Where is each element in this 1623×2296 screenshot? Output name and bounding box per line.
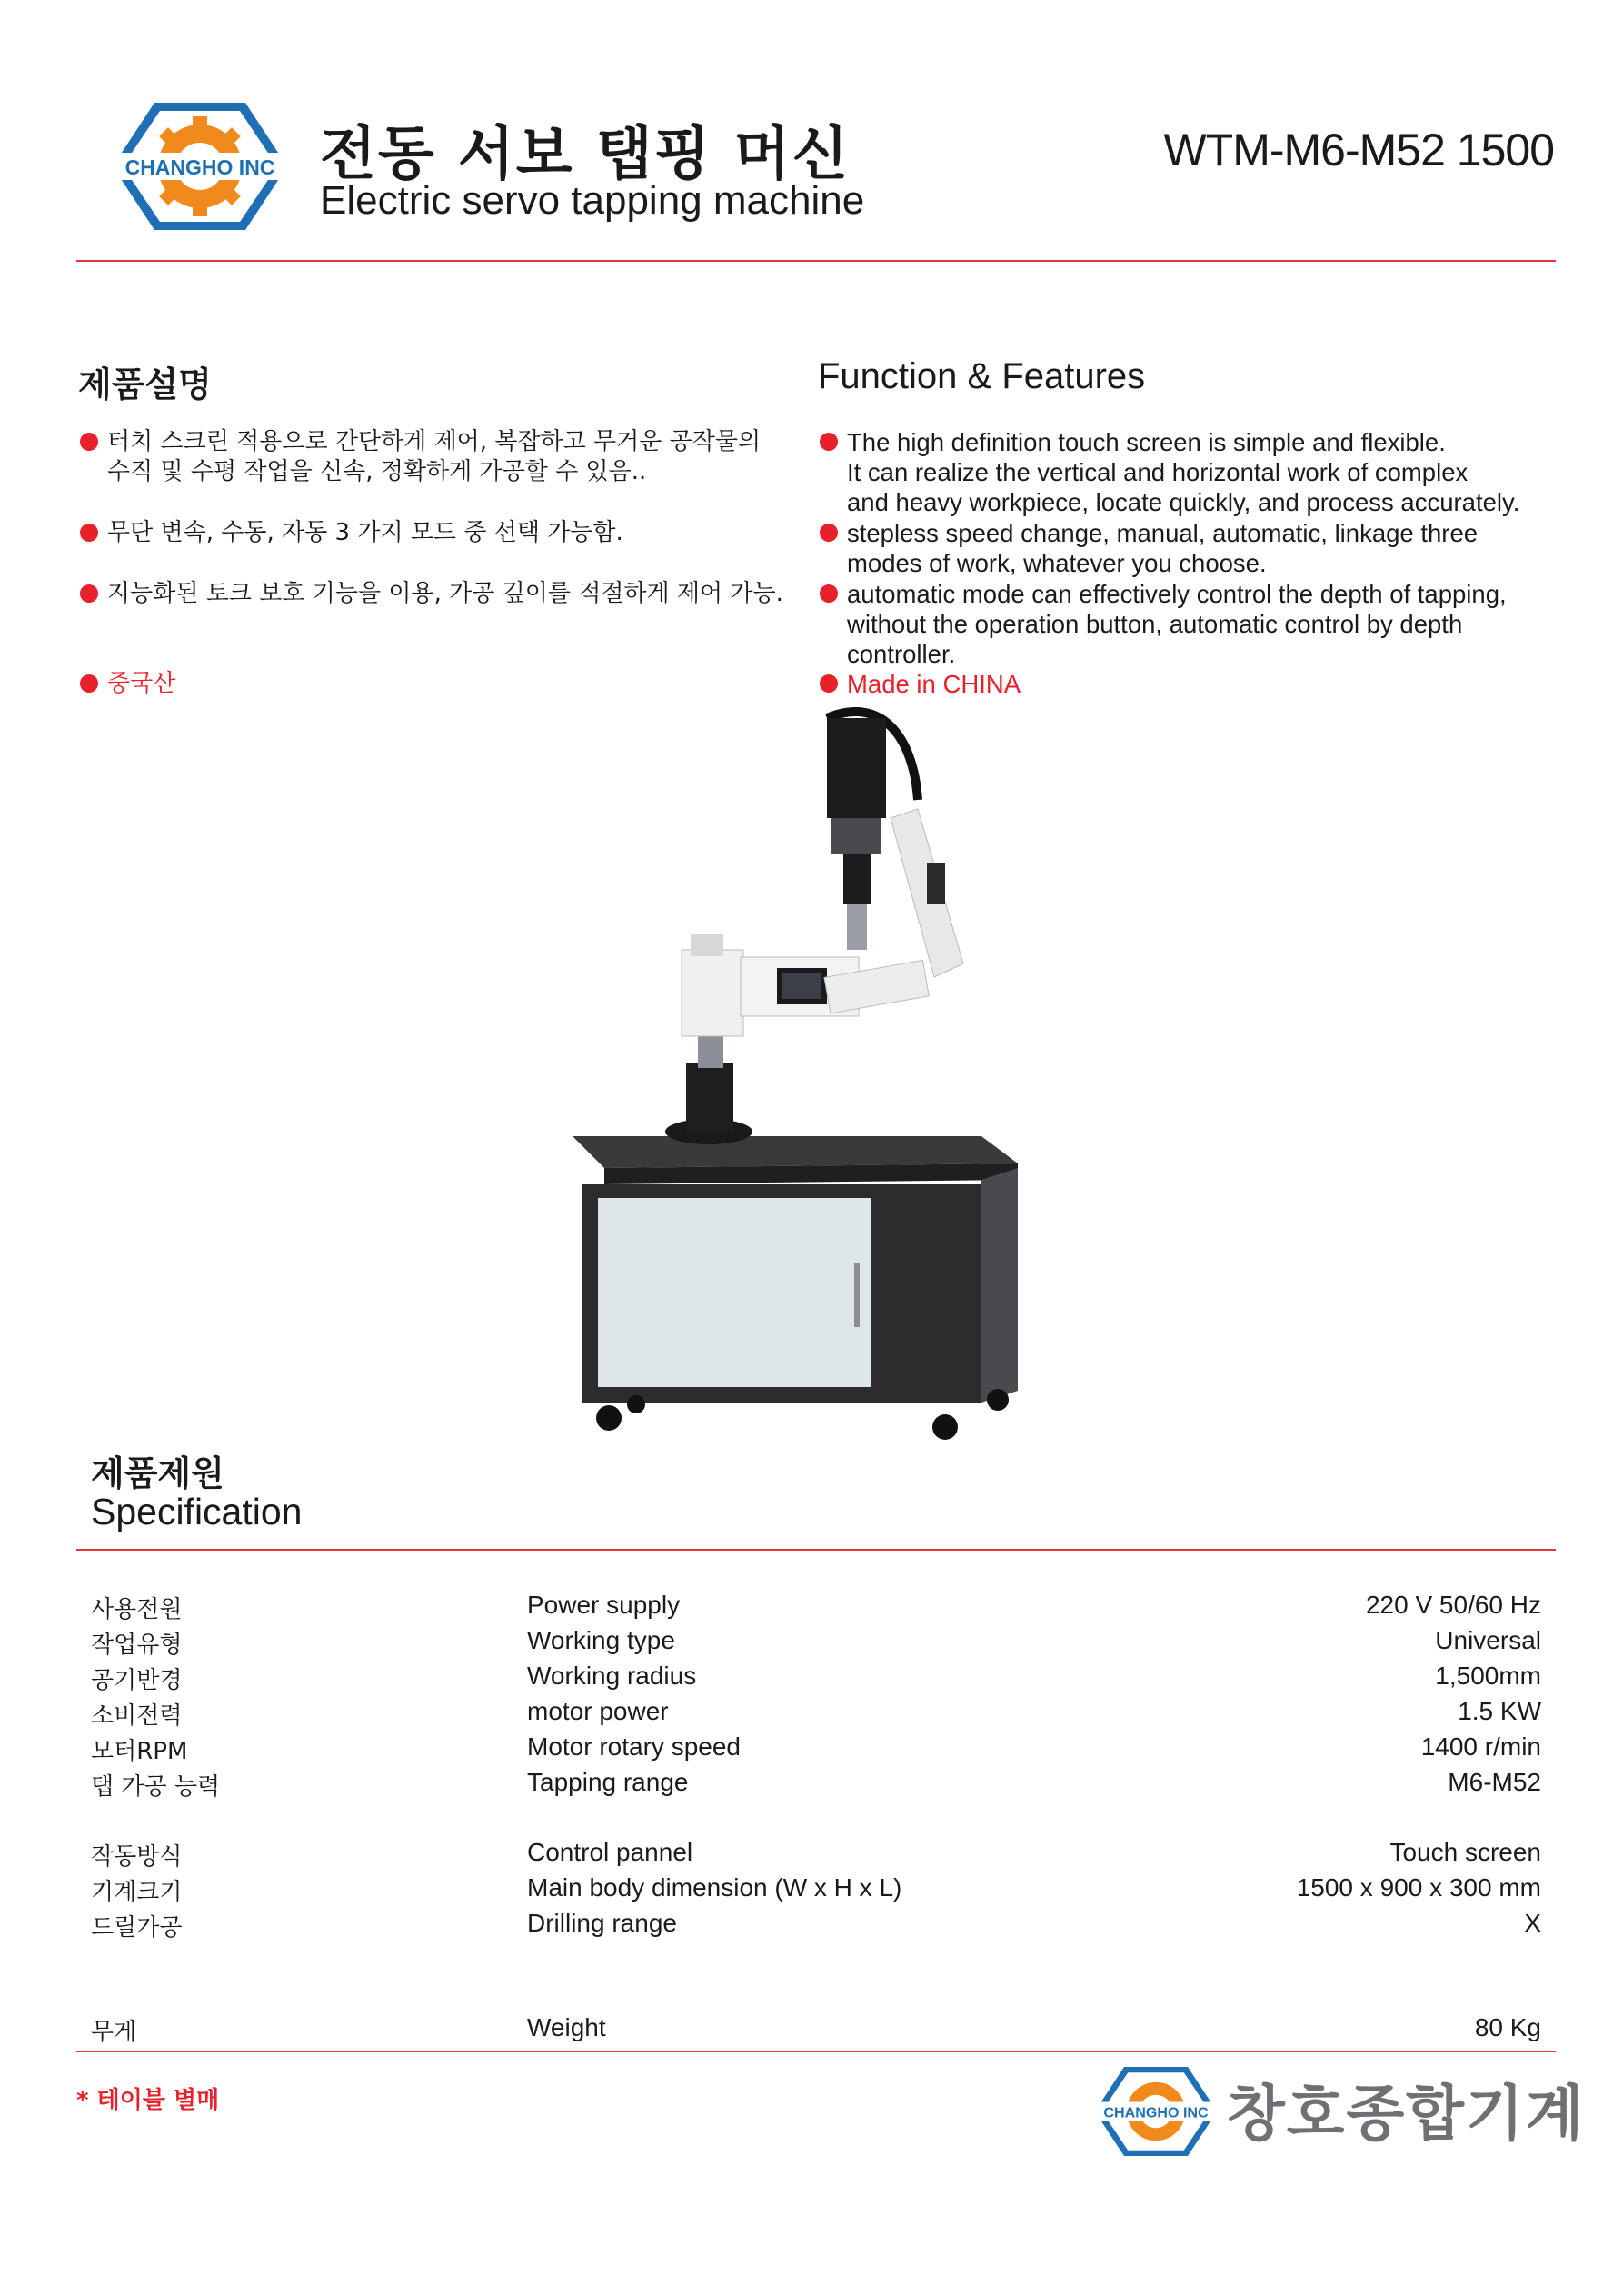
spec-row: 무게 Weight 80 Kg — [91, 2013, 1541, 2046]
spec-row: 기계크기 Main body dimension (W x H x L) 1500 x 900 x 300 mm — [91, 1873, 1541, 1906]
spec-row: 작동방식 Control pannel Touch screen — [91, 1838, 1541, 1871]
spec-row: 사용전원 Power supply 220 V 50/60 Hz — [91, 1591, 1541, 1623]
header-divider — [76, 260, 1556, 262]
spec-heading-ko: 제품제원 — [91, 1453, 224, 1493]
desc-en-item-1: The high definition touch screen is simple and flexible. It can realize the vertical and horizontal work of complex and heavy workpiece, locate quickly, and process accurately. — [820, 427, 1601, 517]
footer-changho-logo — [1092, 2061, 1220, 2161]
desc-en-item-2: stepless speed change, manual, automatic, linkage three modes of work, whatever you choose. — [820, 518, 1601, 578]
desc-ko-item-1: 터치 스크린 적용으로 간단하게 제어, 복잡하고 무거운 공작물의 수직 및 수평 작업을 신속, 정확하게 가공할 수 있음.. — [80, 427, 807, 487]
bullet-dot — [80, 524, 98, 542]
desc-ko-item-3: 지능화된 토크 보호 기능을 이용, 가공 깊이를 적절하게 제어 가능. — [80, 579, 825, 609]
bullet-dot — [820, 584, 838, 603]
desc-en-item-3: automatic mode can effectively control the depth of tapping, without the operation button, automatic control by depth controller. — [820, 579, 1601, 669]
bullet-dot — [820, 524, 838, 542]
title-english: Electric servo tapping machine — [320, 178, 865, 223]
spec-row: 모터RPM Motor rotary speed 1400 r/min — [91, 1732, 1541, 1765]
bullet-dot — [820, 674, 838, 693]
desc-heading-en: Function & Features — [818, 356, 1146, 396]
company-name: 창호종합기계 — [1227, 2079, 1586, 2149]
origin-ko: 중국산 — [80, 669, 443, 699]
model-number: WTM-M6-M52 1500 — [1163, 125, 1554, 175]
tapping-machine-image — [554, 700, 1027, 1482]
changho-logo — [109, 98, 291, 235]
desc-ko-item-2: 무단 변속, 수동, 자동 3 가지 모드 중 선택 가능함. — [80, 518, 807, 548]
spec-row: 탭 가공 능력 Tapping range M6-M52 — [91, 1768, 1541, 1801]
table-sold-separately-note: * 테이블 별매 — [76, 2087, 220, 2114]
spec-row: 작업유형 Working type Universal — [91, 1626, 1541, 1659]
spec-row: 소비전력 motor power 1.5 KW — [91, 1697, 1541, 1730]
spec-divider-bottom — [76, 2051, 1556, 2052]
desc-heading-ko: 제품설명 — [78, 364, 212, 404]
spec-divider-top — [76, 1549, 1556, 1551]
bullet-dot — [80, 584, 98, 603]
footer-logo-text: CHANGHO INC — [1103, 2104, 1209, 2121]
spec-row: 공기반경 Working radius 1,500mm — [91, 1662, 1541, 1694]
bullet-dot — [80, 674, 98, 693]
origin-en: Made in CHINA — [820, 669, 1183, 699]
logo-text: CHANGHO INC — [124, 155, 275, 179]
spec-heading-en: Specification — [91, 1491, 303, 1532]
bullet-dot — [820, 433, 838, 451]
bullet-dot — [80, 433, 98, 451]
spec-row: 드릴가공 Drilling range X — [91, 1909, 1541, 1942]
title-korean: 전동 서보 탭핑 머신 — [320, 121, 851, 188]
